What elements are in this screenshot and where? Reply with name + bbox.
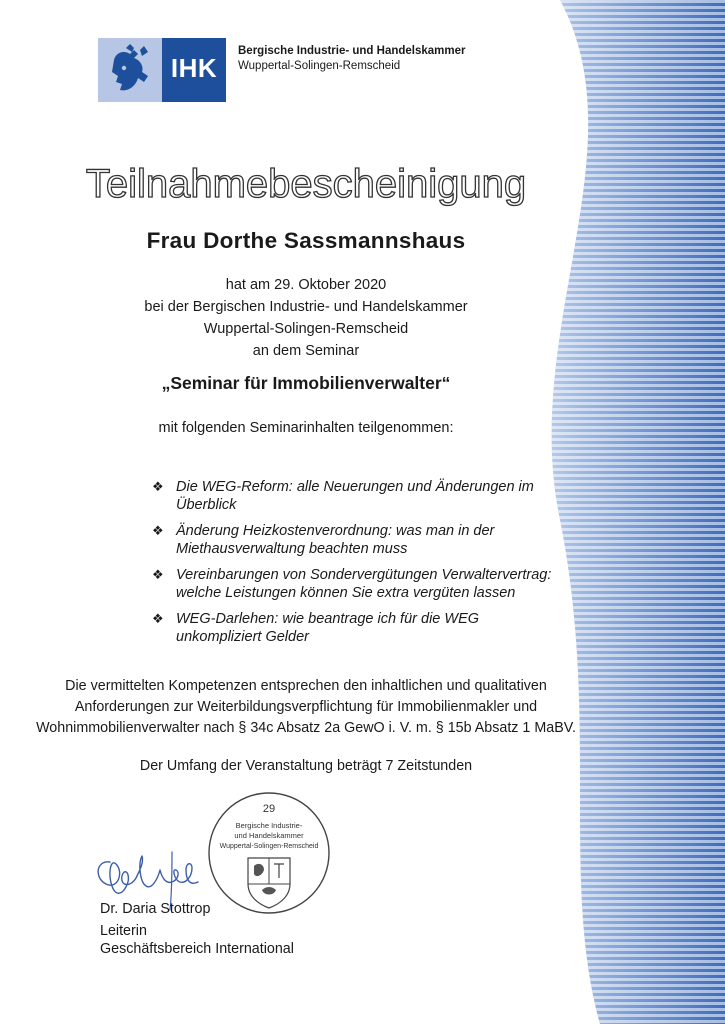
topic-line: Überblick bbox=[176, 497, 237, 513]
list-item bbox=[152, 610, 572, 646]
list-item bbox=[152, 566, 572, 602]
duration-statement: Der Umfang der Veranstaltung beträgt 7 Zeitstunden bbox=[139, 758, 473, 774]
chamber-name-line2: Wuppertal-Solingen-Remscheid bbox=[238, 60, 401, 72]
topic-line: WEG-Darlehen: wie beantrage ich für die WEG bbox=[176, 611, 480, 627]
list-item bbox=[152, 522, 572, 558]
seminar-title: „Seminar für Immobilienverwalter“ bbox=[161, 373, 451, 393]
seal-text-line: Wuppertal-Solingen-Remscheid bbox=[219, 843, 319, 850]
list-item bbox=[152, 478, 572, 514]
intro-line: hat am 29. Oktober 2020 bbox=[225, 277, 387, 293]
intro-line: an dem Seminar bbox=[252, 343, 360, 359]
seal-number: 29 bbox=[262, 803, 276, 815]
ihk-wordmark: IHK bbox=[162, 38, 226, 102]
signatory-name: Dr. Daria Stottrop bbox=[100, 901, 211, 917]
diamond-bullet-icon: ❖ bbox=[152, 611, 164, 626]
signatory-role: Leiterin bbox=[100, 923, 147, 939]
competence-line: Die vermittelten Kompetenzen entsprechen den inhaltlichen und qualitativen bbox=[65, 678, 547, 694]
competence-line: Anforderungen zur Weiterbildungsverpflichtung für Immobilienmakler und bbox=[74, 699, 538, 715]
recipient-name: Frau Dorthe Sassmannshaus bbox=[146, 228, 466, 253]
official-seal-stamp bbox=[204, 788, 334, 918]
certificate-title: Teilnahmebescheinigung bbox=[85, 162, 527, 206]
seal-text-line: und Handelskammer bbox=[234, 831, 304, 840]
topic-line: Vereinbarungen von Sondervergütungen Verwaltervertrag: bbox=[176, 567, 552, 583]
intro-line: bei der Bergischen Industrie- und Handelskammer bbox=[144, 299, 468, 315]
topic-line: Änderung Heizkostenverordnung: was man in der bbox=[176, 523, 495, 539]
diamond-bullet-icon: ❖ bbox=[152, 479, 164, 494]
topic-line: Miethausverwaltung beachten muss bbox=[176, 541, 408, 557]
chamber-name-block bbox=[238, 44, 466, 74]
topics-intro: mit folgenden Seminarinhalten teilgenommen: bbox=[158, 420, 454, 436]
competence-line: Wohnimmobilienverwalter nach § 34c Absatz 2a GewO i. V. m. § 15b Absatz 1 MaBV. bbox=[36, 720, 576, 736]
diamond-bullet-icon: ❖ bbox=[152, 523, 164, 538]
topic-line: welche Leistungen können Sie extra vergüten lassen bbox=[176, 585, 516, 601]
diamond-bullet-icon: ❖ bbox=[152, 567, 164, 582]
signatory-department: Geschäftsbereich International bbox=[100, 941, 294, 957]
coat-of-arms-icon bbox=[248, 858, 290, 908]
ihk-logo bbox=[98, 38, 226, 102]
seal-text-line: Bergische Industrie- bbox=[235, 821, 303, 830]
topic-line: Die WEG-Reform: alle Neuerungen und Änderungen im bbox=[176, 479, 534, 495]
topic-line: unkompliziert Gelder bbox=[176, 629, 309, 645]
crest-emblem-icon bbox=[104, 42, 160, 98]
topics-list bbox=[152, 478, 572, 654]
intro-line: Wuppertal-Solingen-Remscheid bbox=[203, 321, 409, 337]
chamber-name-line1: Bergische Industrie- und Handelskammer bbox=[238, 45, 466, 57]
